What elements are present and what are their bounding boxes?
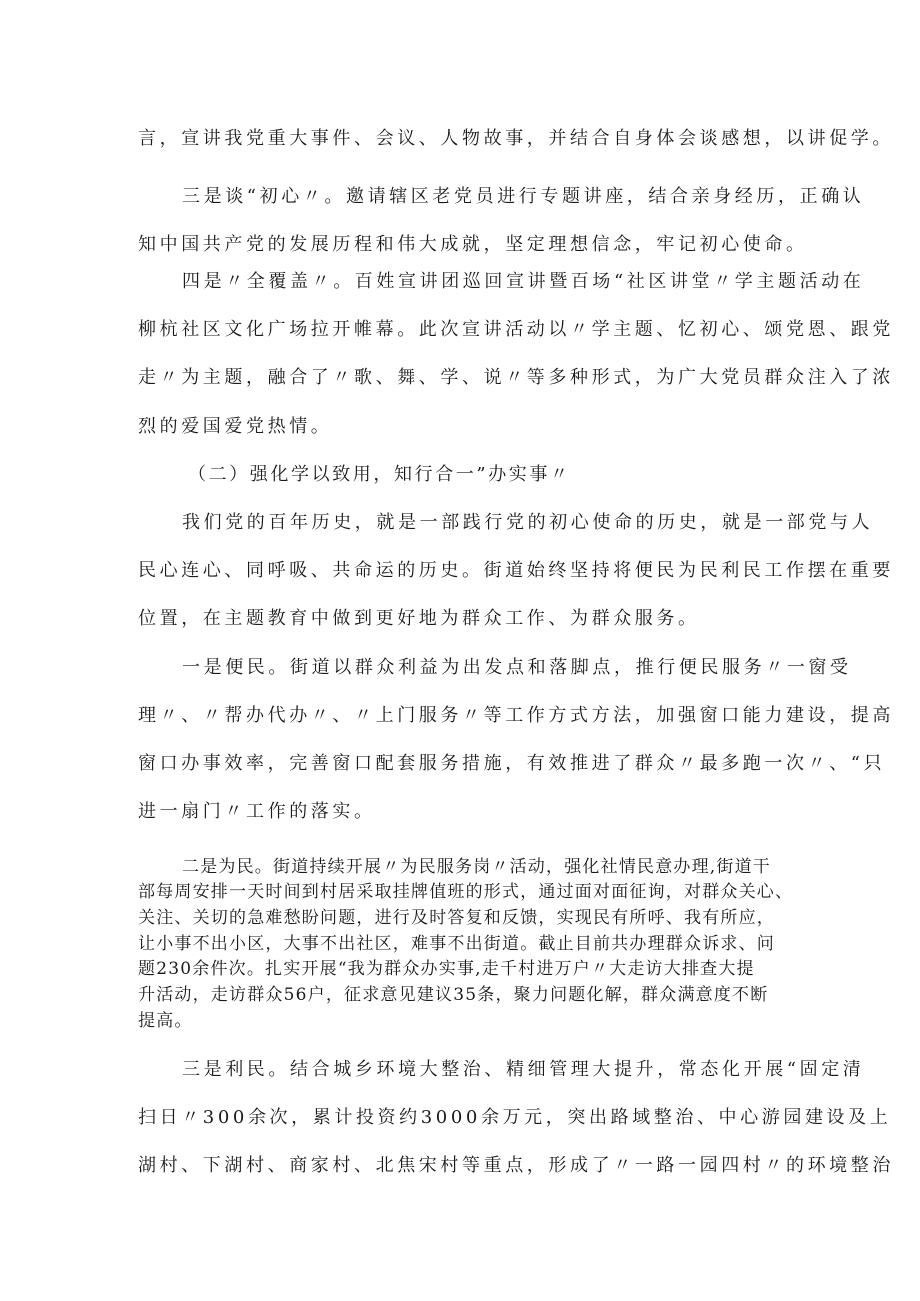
- paragraph-line: 理〃、〃帮办代办〃、〃上门服务〃等工作方式方法，加强窗口能力建设，提高: [138, 705, 894, 726]
- paragraph-line: 窗口办事效率，完善窗口配套服务措施，有效推进了群众〃最多跑一次〃、“只: [138, 753, 886, 774]
- paragraph-line: 二是为民。街道持续开展〃为民服务岗〃活动，强化社情民意办理,街道干: [182, 857, 772, 877]
- paragraph-line: 一是便民。街道以群众利益为出发点和落脚点，推行便民服务〃一窗受: [182, 657, 852, 678]
- paragraph-line: 关注、关切的急难愁盼问题，进行及时答复和反馈，实现民有所呼、我有所应，: [138, 908, 775, 928]
- paragraph-line: 升活动，走访群众56户，征求意见建议35条，聚力问题化解，群众满意度不断: [138, 985, 769, 1005]
- section-heading: （二）强化学以致用，知行合一”办实事〃: [188, 464, 571, 485]
- paragraph-line: 我们党的百年历史，就是一部践行党的初心使命的历史，就是一部党与人: [182, 512, 874, 533]
- paragraph-line: 柳杭社区文化广场拉开帷幕。此次宣讲活动以〃学主题、忆初心、颂党恩、跟党: [138, 319, 894, 340]
- paragraph-line: 三是利民。结合城乡环境大整治、精细管理大提升，常态化开展“固定清: [182, 1059, 865, 1080]
- paragraph-line: 位置，在主题教育中做到更好地为群众工作、为群众服务。: [138, 608, 700, 629]
- paragraph-line: 知中国共产党的发展历程和伟大成就，坚定理想信念，牢记初心使命。: [138, 234, 808, 255]
- paragraph-line: 扫日〃300余次，累计投资约3000余万元，突出路域整治、中心游园建设及上: [138, 1107, 892, 1128]
- paragraph-line: 三是谈“初心〃。邀请辖区老党员进行专题讲座，结合亲身经历，正确认: [182, 186, 865, 207]
- paragraph-line: 进一扇门〃工作的落实。: [138, 801, 376, 822]
- paragraph-line: 言，宣讲我党重大事件、会议、人物故事，并结合自身体会谈感想，以讲促学。: [138, 128, 894, 149]
- paragraph-line: 烈的爱国爱党热情。: [138, 416, 333, 437]
- paragraph-line: 部每周安排一天时间到村居采取挂牌值班的形式，通过面对面征询，对群众关心、: [138, 882, 794, 902]
- paragraph-line: 湖村、下湖村、商家村、北焦宋村等重点，形成了〃一路一园四村〃的环境整治: [138, 1155, 894, 1176]
- paragraph-line: 题230余件次。扎实开展“我为群众办实事,走千村进万户〃大走访大排查大提: [138, 959, 755, 979]
- paragraph-line: 民心连心、同呼吸、共命运的历史。街道始终坚持将便民为民利民工作摆在重要: [138, 560, 894, 581]
- paragraph-line: 让小事不出小区，大事不出社区，难事不出街道。截止目前共办理群众诉求、问: [138, 934, 775, 954]
- paragraph-line: 四是〃全覆盖〃。百姓宣讲团巡回宣讲暨百场“社区讲堂〃学主题活动在: [182, 271, 865, 292]
- paragraph-line: 走〃为主题，融合了〃歌、舞、学、说〃等多种形式，为广大党员群众注入了浓: [138, 367, 894, 388]
- paragraph-line: 提高。: [138, 1011, 193, 1031]
